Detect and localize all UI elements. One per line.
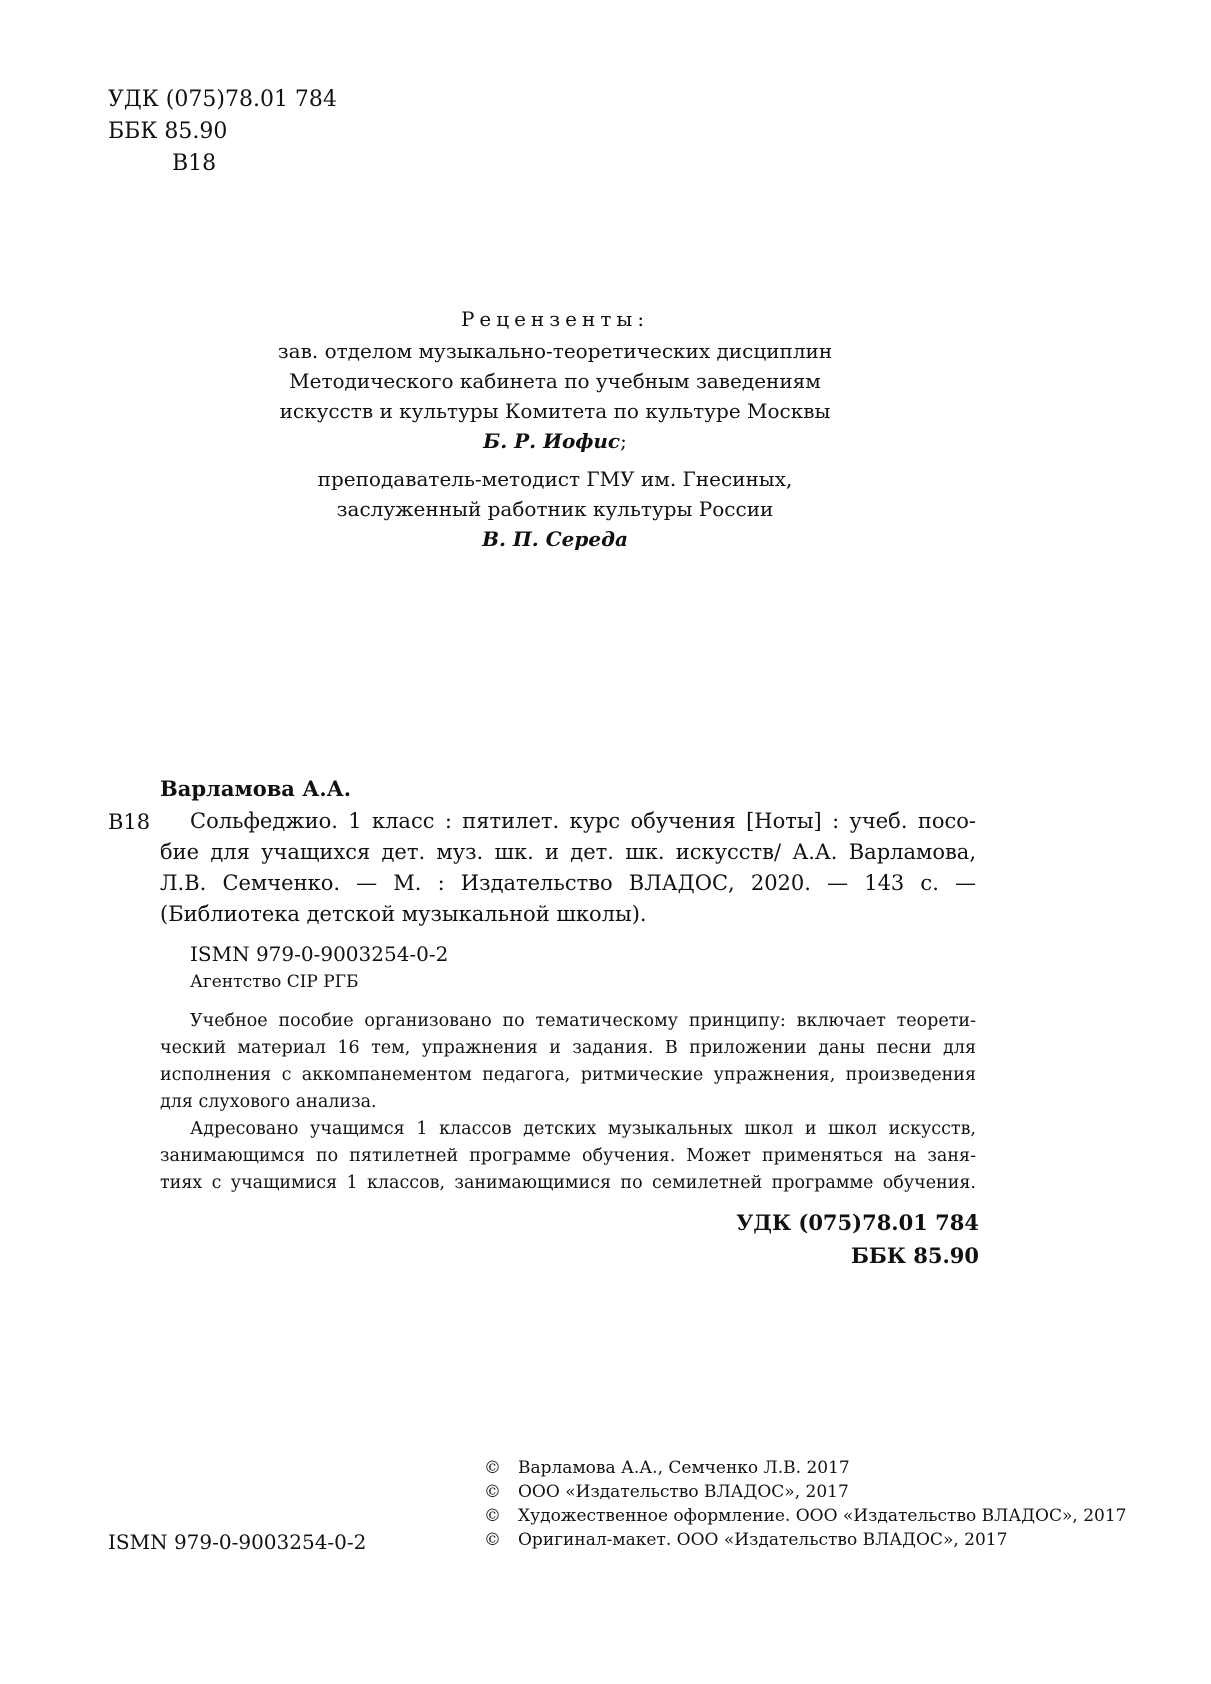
copyright-line: © Варламова А.А., Семченко Л.В. 2017 [484, 1458, 850, 1478]
bottom-classification [736, 1206, 979, 1272]
reviewer2-name: В. П. Середа [482, 527, 628, 551]
copyright-line: © ООО «Издательство ВЛАДОС», 2017 [484, 1482, 849, 1502]
isbn-bottom: ISMN 979-0-9003254-0-2 [108, 1530, 367, 1554]
reviewer1-name-row [200, 426, 910, 456]
annotation [160, 1008, 976, 1197]
annotation-line: Учебное пособие организовано по тематическому принципу: включает теорети- [190, 1011, 976, 1031]
card-author-mark: В18 [108, 810, 151, 834]
reviewer1-name: Б. Р. Иофис [483, 429, 621, 453]
reviewer1-line: Методического кабинета по учебным заведениям [289, 369, 821, 393]
udk-code: УДК (075)78.01 784 [108, 87, 337, 112]
annotation-line: ческий материал 16 тем, упражнения и задания. В приложении даны песни для [160, 1038, 976, 1058]
copyright-block [484, 1456, 1126, 1552]
reviewer1-line: зав. отделом музыкально-теоретических дисциплин [277, 339, 833, 363]
reviewer1-suffix: ; [620, 429, 627, 453]
author-mark: В18 [172, 151, 217, 176]
annotation-line: занимающимся по пятилетней программе обучения. Может применяться на заня- [160, 1146, 976, 1166]
copyright-line: © Художественное оформление. ООО «Издательство ВЛАДОС», 2017 [484, 1506, 1127, 1526]
copyright-icon: © [484, 1482, 501, 1502]
copyright-icon: © [484, 1506, 501, 1526]
copyright-icon: © [484, 1530, 501, 1550]
card-line: Сольфеджио. 1 класс : пятилет. курс обучения [Ноты] : учеб. посо- [190, 809, 976, 833]
annotation-line: исполнения с аккомпанементом педагога, ритмические упражнения, произведения [160, 1065, 976, 1085]
reviewer2-line: преподаватель-методист ГМУ им. Гнесиных, [317, 467, 793, 491]
copyright-icon: © [484, 1458, 501, 1478]
bbk-code: ББК 85.90 [850, 1243, 979, 1268]
reviewers-block [200, 304, 910, 554]
card-author: Варламова А.А. [160, 776, 352, 801]
udk-code: УДК (075)78.01 784 [736, 1210, 979, 1235]
bbk-code: ББК 85.90 [108, 119, 228, 144]
annotation-line: для слухового анализа. [160, 1092, 377, 1112]
cip-agency: Агентство CIP РГБ [190, 972, 359, 992]
top-classification [108, 84, 337, 180]
card-line: (Библиотека детской музыкальной школы). [160, 902, 647, 926]
card-description [160, 806, 976, 930]
isbn-block [190, 940, 448, 996]
annotation-line: тиях с учащимися 1 классов, занимающимися по семилетней программе обучения. [160, 1173, 976, 1193]
card-line: бие для учащихся дет. муз. шк. и дет. шк. искусств/ А.А. Варламова, [160, 840, 976, 864]
card-line: Л.В. Семченко. — М. : Издательство ВЛАДОС, 2020. — 143 с. — [160, 871, 976, 895]
reviewers-heading: Рецензенты: [460, 307, 650, 331]
annotation-line: Адресовано учащимся 1 классов детских музыкальных школ и школ искусств, [190, 1119, 976, 1139]
isbn-number: ISMN 979-0-9003254-0-2 [190, 942, 449, 966]
copyright-line: © Оригинал-макет. ООО «Издательство ВЛАДОС», 2017 [484, 1530, 1008, 1550]
reviewer2-line: заслуженный работник культуры России [336, 497, 774, 521]
reviewer1-line: искусств и культуры Комитета по культуре Москвы [279, 399, 831, 423]
